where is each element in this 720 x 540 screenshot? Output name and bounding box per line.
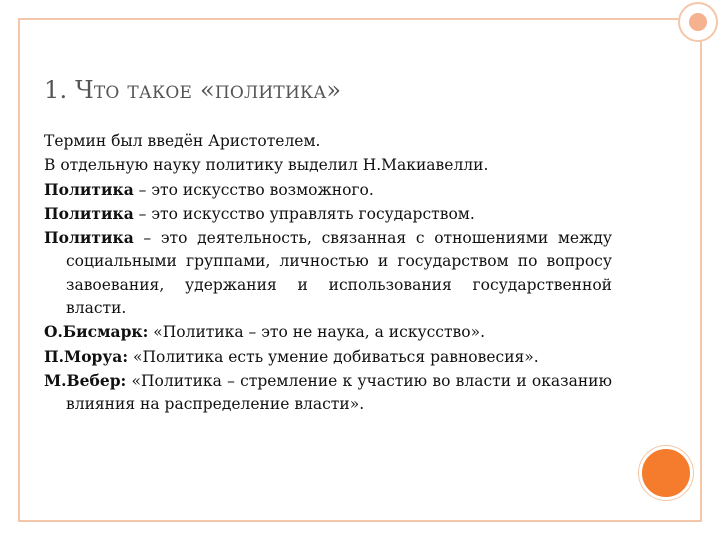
- decorative-circle-small: [689, 13, 707, 31]
- paragraph-text: «Политика – это не наука, а искусство».: [148, 323, 486, 342]
- paragraph: [44, 226, 612, 320]
- paragraph-bold: П.Моруа:: [44, 346, 129, 366]
- paragraph-bold: О.Бисмарк:: [44, 322, 149, 342]
- paragraph-bold: М.Вебер:: [44, 370, 127, 390]
- paragraph: [44, 178, 612, 202]
- paragraph: [44, 320, 612, 344]
- title-number: 1.: [44, 76, 76, 104]
- paragraph-text: – это деятельность, связанная с отношениями между социальными группами, личностью и государством по вопросу завоевания, удержания и использования государственной власти.: [66, 229, 612, 318]
- paragraph-text: В отдельную науку политику выделил Н.Макиавелли.: [44, 156, 489, 175]
- paragraph-text: «Политика – стремление к участию во власти и оказанию влияния на распределение власти».: [66, 371, 612, 414]
- paragraph: [44, 129, 612, 153]
- paragraph: [44, 345, 612, 369]
- paragraph: [44, 369, 612, 417]
- paragraph-bold: Политика: [44, 228, 134, 248]
- paragraph-bold: Политика: [44, 203, 134, 223]
- paragraph-text: – это искусство управлять государством.: [133, 204, 475, 223]
- slide-title: [44, 76, 341, 104]
- paragraph-text: – это искусство возможного.: [133, 180, 374, 199]
- paragraph-bold: Политика: [44, 179, 134, 199]
- decorative-circle-orange: [639, 446, 693, 500]
- paragraph: [44, 202, 612, 226]
- title-text: Что такое «политика»: [75, 76, 342, 104]
- paragraph: [44, 153, 612, 177]
- paragraph-text: «Политика есть умение добиваться равновесия».: [128, 347, 539, 366]
- slide-body: [44, 129, 612, 417]
- paragraph-text: Термин был введён Аристотелем.: [44, 132, 321, 150]
